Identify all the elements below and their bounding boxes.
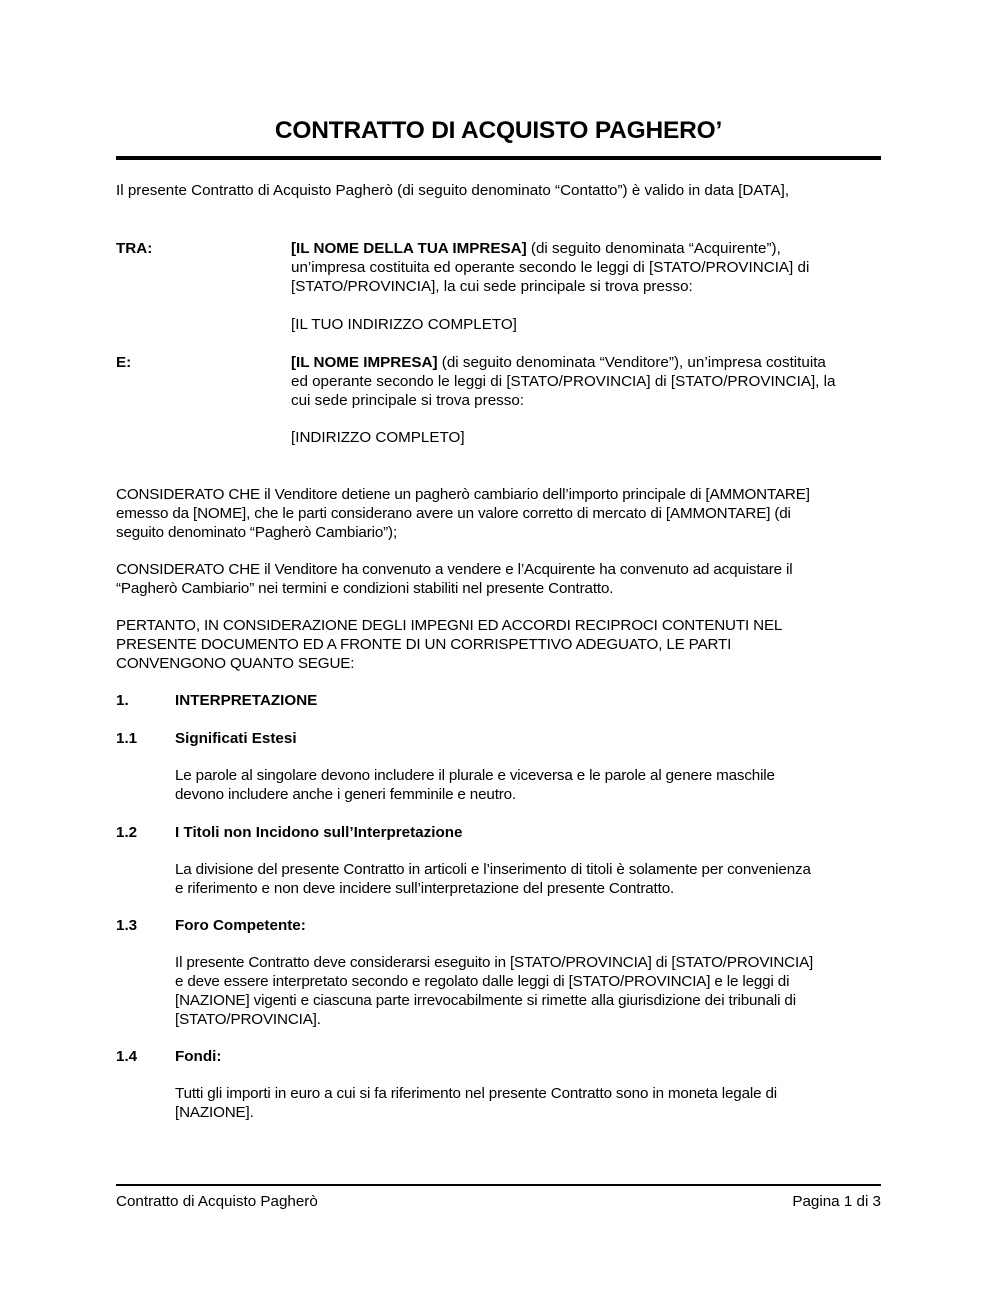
- subsection-title: Significati Estesi: [175, 730, 297, 747]
- recital-1: [116, 485, 884, 542]
- footer-divider: [116, 1184, 881, 1186]
- recital-line: emesso da [NOME], che le parti considerano avere un valore corretto di mercato di [AMMONTARE] (di: [116, 505, 791, 522]
- section-number: 1.: [116, 692, 129, 709]
- recital-line: CONVENGONO QUANTO SEGUE:: [116, 655, 355, 672]
- subsection-title: Fondi:: [175, 1048, 222, 1065]
- subsection-title: Foro Competente:: [175, 917, 306, 934]
- document-title: CONTRATTO DI ACQUISTO PAGHERO’: [274, 117, 723, 144]
- seller-address: [INDIRIZZO COMPLETO]: [291, 429, 465, 446]
- body-line: Tutti gli importi in euro a cui si fa riferimento nel presente Contratto sono in moneta legale di: [175, 1085, 777, 1102]
- body-line: [NAZIONE] vigenti e ciascuna parte irrevocabilmente si rimette alla giurisdizione dei tribunali di: [175, 992, 796, 1009]
- seller-line: ed operante secondo le leggi di [STATO/PROVINCIA] di [STATO/PROVINCIA], la: [291, 373, 836, 390]
- subsection-number: 1.4: [116, 1048, 138, 1065]
- body-line: [NAZIONE].: [175, 1104, 254, 1121]
- party-label-seller: E:: [116, 354, 132, 371]
- seller-name: [IL NOME IMPRESA]: [291, 354, 438, 371]
- subsection-number: 1.1: [116, 730, 138, 747]
- seller-line: cui sede principale si trova presso:: [291, 392, 524, 409]
- recital-line: CONSIDERATO CHE il Venditore ha convenuto a vendere e l’Acquirente ha convenuto ad acquistare il: [116, 561, 793, 578]
- seller-line: (di seguito denominata “Venditore”), un’impresa costituita: [437, 354, 826, 371]
- recital-line: PERTANTO, IN CONSIDERAZIONE DEGLI IMPEGNI ED ACCORDI RECIPROCI CONTENUTI NEL: [116, 617, 783, 634]
- title-divider: [116, 156, 881, 160]
- buyer-line: [STATO/PROVINCIA], la cui sede principale si trova presso:: [291, 278, 693, 295]
- recital-2: [116, 560, 884, 598]
- recital-line: “Pagherò Cambiario” nei termini e condizioni stabiliti nel presente Contratto.: [116, 580, 614, 597]
- subsection-body: [175, 953, 887, 1029]
- body-line: e riferimento e non deve incidere sull’interpretazione del presente Contratto.: [175, 880, 675, 897]
- subsection-body: [175, 860, 887, 898]
- footer-document-title: Contratto di Acquisto Pagherò: [116, 1193, 318, 1210]
- recital-line: CONSIDERATO CHE il Venditore detiene un pagherò cambiario dell’importo principale di [AMMONTARE]: [116, 486, 810, 503]
- intro-paragraph: Il presente Contratto di Acquisto Pagherò (di seguito denominato “Contatto”) è valido in data [DATA],: [116, 182, 790, 199]
- body-line: Le parole al singolare devono includere il plurale e viceversa e le parole al genere maschile: [175, 767, 775, 784]
- recital-3: [116, 616, 884, 673]
- recital-line: PRESENTE DOCUMENTO ED A FRONTE DI UN CORRISPETTIVO ADEGUATO, LE PARTI: [116, 636, 732, 653]
- subsection-number: 1.2: [116, 824, 138, 841]
- buyer-line: (di seguito denominata “Acquirente”),: [526, 240, 781, 257]
- page-number: Pagina 1 di 3: [792, 1193, 881, 1210]
- party-seller-details: [291, 353, 886, 410]
- buyer-name: [IL NOME DELLA TUA IMPRESA]: [291, 240, 527, 257]
- section-title: INTERPRETAZIONE: [175, 692, 318, 709]
- subsection-title: I Titoli non Incidono sull’Interpretazione: [175, 824, 463, 841]
- party-label-buyer: TRA:: [116, 240, 153, 257]
- subsection-body: [175, 1084, 887, 1122]
- body-line: Il presente Contratto deve considerarsi eseguito in [STATO/PROVINCIA] di [STATO/PROVINCIA]: [175, 954, 814, 971]
- recital-line: seguito denominato “Pagherò Cambiario”);: [116, 524, 398, 541]
- buyer-line: un’impresa costituita ed operante secondo le leggi di [STATO/PROVINCIA] di: [291, 259, 810, 276]
- body-line: La divisione del presente Contratto in articoli e l’inserimento di titoli è solamente per convenienza: [175, 861, 811, 878]
- party-buyer-details: [291, 239, 886, 296]
- subsection-number: 1.3: [116, 917, 138, 934]
- subsection-body: [175, 766, 887, 804]
- body-line: devono includere anche i generi femminile e neutro.: [175, 786, 517, 803]
- body-line: e deve essere interpretato secondo e regolato dalle leggi di [STATO/PROVINCIA] e le leggi di: [175, 973, 790, 990]
- body-line: [STATO/PROVINCIA].: [175, 1011, 321, 1028]
- buyer-address: [IL TUO INDIRIZZO COMPLETO]: [291, 316, 517, 333]
